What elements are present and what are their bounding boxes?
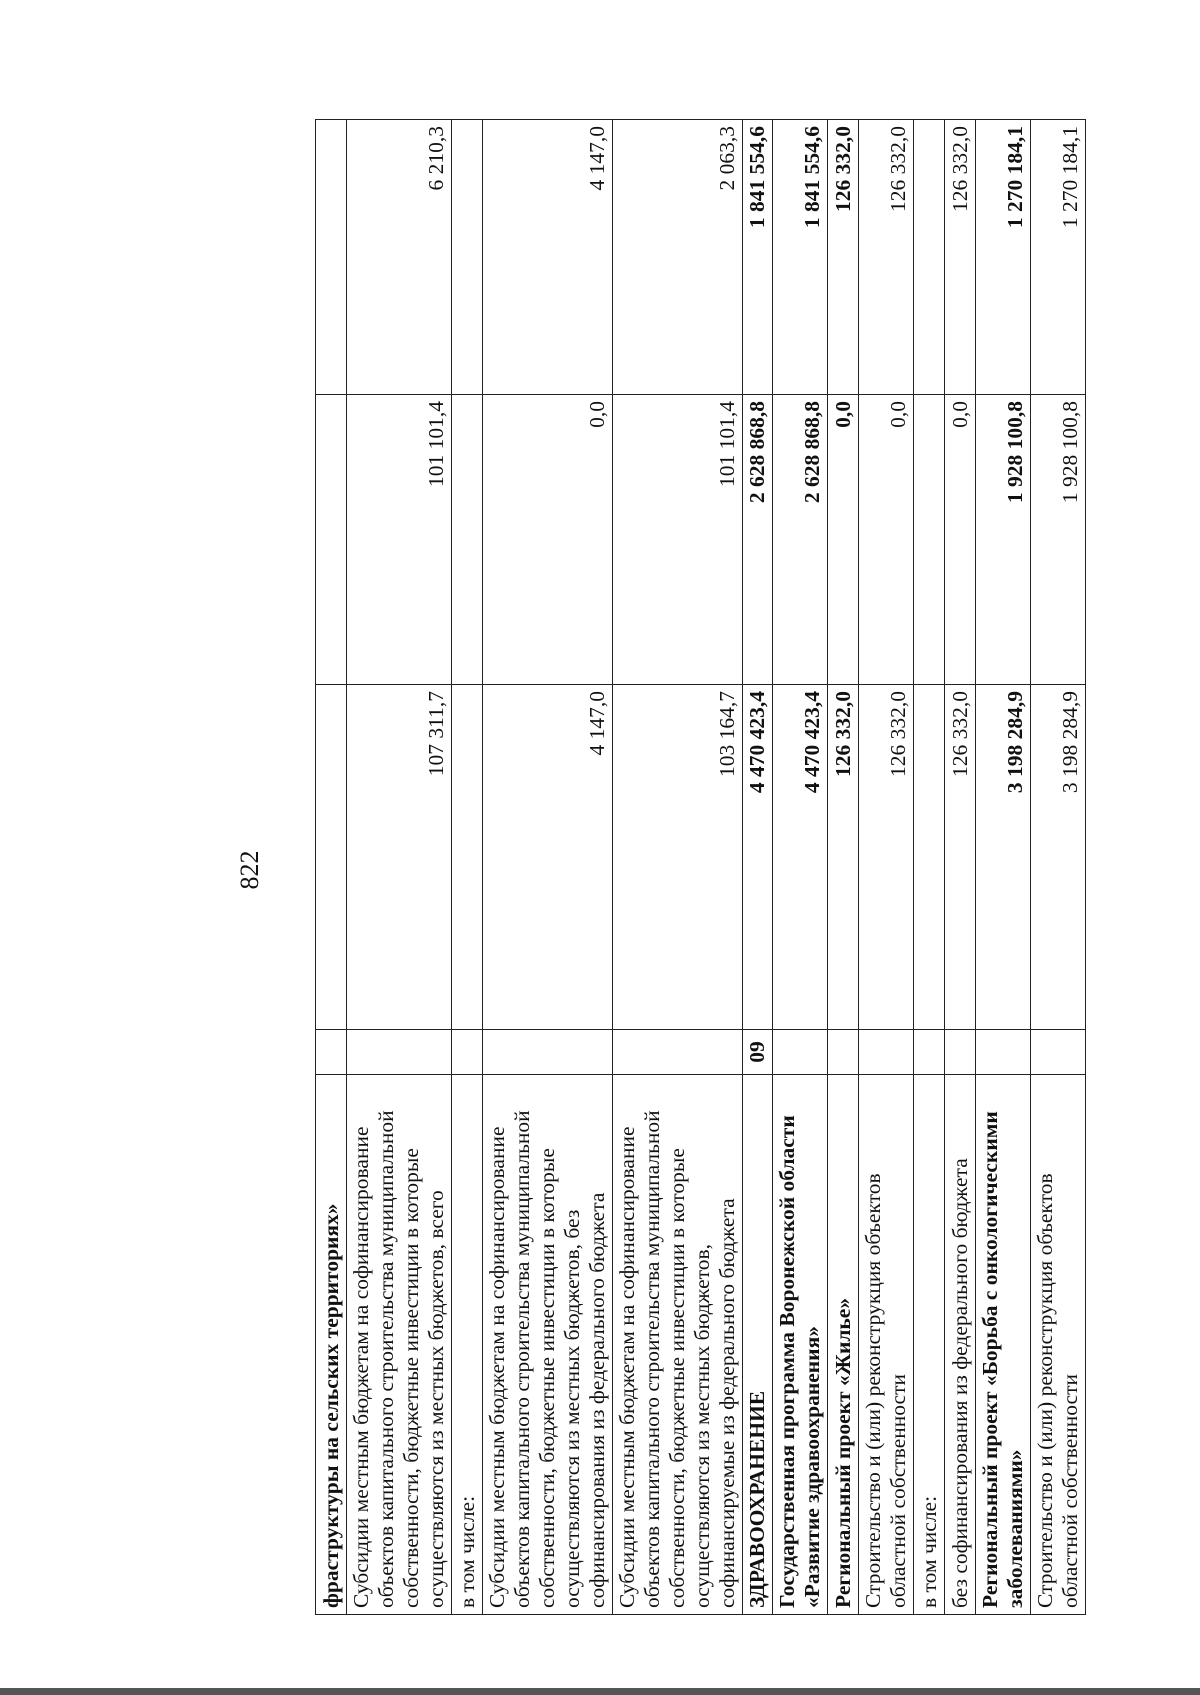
row-code: 09 xyxy=(743,1030,773,1075)
row-code xyxy=(483,1030,613,1075)
row-value-regional: 126 332,0 xyxy=(859,120,914,395)
table-row xyxy=(743,120,773,1615)
row-value-federal: 1 928 100,8 xyxy=(1031,395,1086,685)
row-value-total: 103 164,7 xyxy=(613,685,743,1030)
row-value-regional xyxy=(452,120,483,395)
table-row xyxy=(347,120,452,1615)
row-value-federal: 2 628 868,8 xyxy=(743,395,773,685)
row-value-total xyxy=(452,685,483,1030)
table-row xyxy=(828,120,859,1615)
table-row xyxy=(613,120,743,1615)
row-code xyxy=(452,1030,483,1075)
table-row xyxy=(914,120,945,1615)
row-label: Региональный проект «Борьба с онкологическими заболеваниями» xyxy=(976,1075,1031,1615)
row-value-total: 4 470 423,4 xyxy=(773,685,828,1030)
table-row xyxy=(483,120,613,1615)
row-value-total: 4 470 423,4 xyxy=(743,685,773,1030)
row-label: Субсидии местным бюджетам на софинансирование объектов капитального строительства муниципальной собственности, бюджетные инвестиции в которые осуществляются из местных бюджетов, без софинансирования из федерального бюджета xyxy=(483,1075,613,1615)
row-label: Региональный проект «Жилье» xyxy=(828,1075,859,1615)
row-value-federal xyxy=(452,395,483,685)
row-code xyxy=(914,1030,945,1075)
row-value-federal: 0,0 xyxy=(945,395,976,685)
row-value-federal: 1 928 100,8 xyxy=(976,395,1031,685)
row-value-regional: 2 063,3 xyxy=(613,120,743,395)
row-value-total xyxy=(914,685,945,1030)
rotated-page xyxy=(200,115,1080,1625)
row-label: Строительство и (или) реконструкция объектов областной собственности xyxy=(1031,1075,1086,1615)
scan-edge-line xyxy=(0,1688,1200,1695)
row-value-federal: 0,0 xyxy=(483,395,613,685)
row-value-regional: 126 332,0 xyxy=(945,120,976,395)
row-value-total: 126 332,0 xyxy=(828,685,859,1030)
row-code xyxy=(773,1030,828,1075)
row-value-regional: 126 332,0 xyxy=(828,120,859,395)
row-value-total: 4 147,0 xyxy=(483,685,613,1030)
row-label: Субсидии местным бюджетам на софинансирование объектов капитального строительства муниципальной собственности, бюджетные инвестиции в которые осуществляются из местных бюджетов, всего xyxy=(347,1075,452,1615)
table-row xyxy=(773,120,828,1615)
row-label: Государственная программа Воронежской области «Развитие здравоохранения» xyxy=(773,1075,828,1615)
row-value-regional: 1 841 554,6 xyxy=(743,120,773,395)
row-code xyxy=(347,1030,452,1075)
row-code xyxy=(976,1030,1031,1075)
row-value-federal: 101 101,4 xyxy=(347,395,452,685)
row-code xyxy=(828,1030,859,1075)
row-value-federal: 0,0 xyxy=(859,395,914,685)
row-code xyxy=(859,1030,914,1075)
row-value-regional xyxy=(914,120,945,395)
row-code xyxy=(945,1030,976,1075)
row-label: фраструктуры на сельских территориях» xyxy=(316,1075,347,1615)
table-row xyxy=(452,120,483,1615)
table-row xyxy=(316,120,347,1615)
row-label: ЗДРАВООХРАНЕНИЕ xyxy=(743,1075,773,1615)
table-row xyxy=(976,120,1031,1615)
row-label: в том числе: xyxy=(452,1075,483,1615)
page-number: 822 xyxy=(235,850,264,890)
row-value-total: 126 332,0 xyxy=(945,685,976,1030)
row-value-total: 3 198 284,9 xyxy=(1031,685,1086,1030)
row-value-total: 107 311,7 xyxy=(347,685,452,1030)
table-row xyxy=(859,120,914,1615)
row-label: в том числе: xyxy=(914,1075,945,1615)
row-value-federal xyxy=(914,395,945,685)
row-code xyxy=(1031,1030,1086,1075)
row-value-regional: 6 210,3 xyxy=(347,120,452,395)
row-label: Строительство и (или) реконструкция объектов областной собственности xyxy=(859,1075,914,1615)
row-code xyxy=(316,1030,347,1075)
row-value-regional: 1 841 554,6 xyxy=(773,120,828,395)
row-value-regional: 1 270 184,1 xyxy=(1031,120,1086,395)
row-value-federal xyxy=(316,395,347,685)
row-label: без софинансирования из федерального бюджета xyxy=(945,1075,976,1615)
table-row xyxy=(1031,120,1086,1615)
row-value-federal: 101 101,4 xyxy=(613,395,743,685)
row-label: Субсидии местным бюджетам на софинансирование объектов капитального строительства муниципальной собственности, бюджетные инвестиции в которые осуществляются из местных бюджетов, софинансируемые из федерального бюджета xyxy=(613,1075,743,1615)
row-value-federal: 0,0 xyxy=(828,395,859,685)
row-value-total: 126 332,0 xyxy=(859,685,914,1030)
table-row xyxy=(945,120,976,1615)
row-value-regional: 4 147,0 xyxy=(483,120,613,395)
row-value-total: 3 198 284,9 xyxy=(976,685,1031,1030)
row-value-regional xyxy=(316,120,347,395)
row-value-regional: 1 270 184,1 xyxy=(976,120,1031,395)
budget-table xyxy=(315,119,1086,1615)
row-code xyxy=(613,1030,743,1075)
row-value-federal: 2 628 868,8 xyxy=(773,395,828,685)
row-value-total xyxy=(316,685,347,1030)
